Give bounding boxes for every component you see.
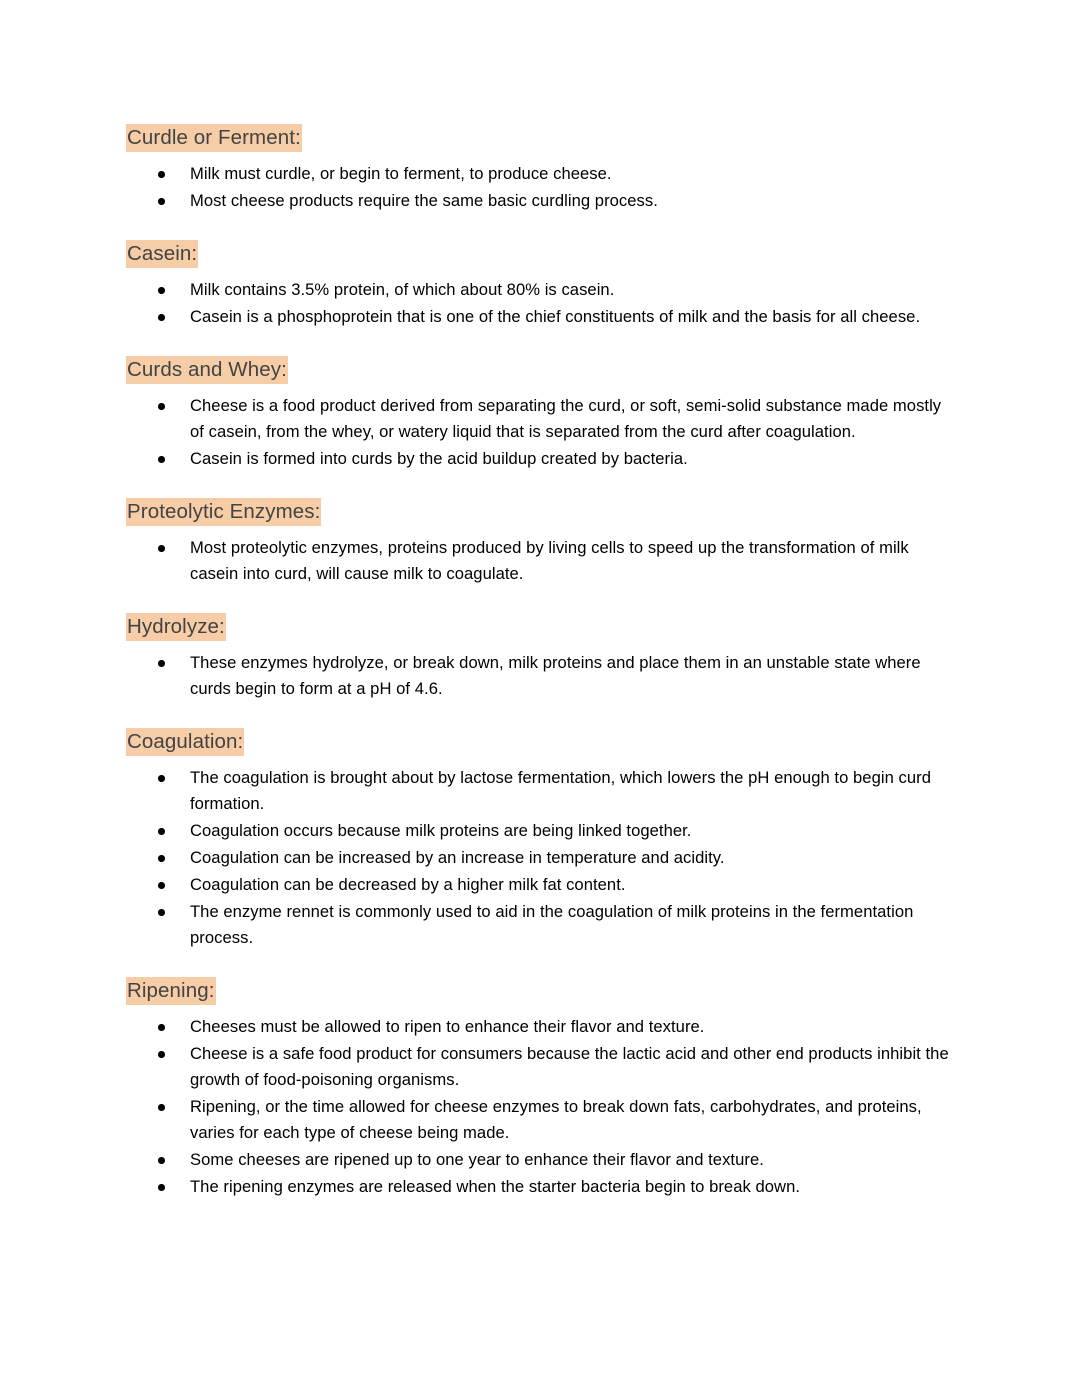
section-heading-text: Casein: [126,240,198,268]
bullet-dot-icon [158,545,165,552]
bullet-dot-icon [158,456,165,463]
bullet-list [126,161,952,214]
section-heading [126,977,952,1004]
bullet-list [126,650,952,702]
section-heading-text: Ripening: [126,977,216,1005]
section-heading-text: Curdle or Ferment: [126,124,302,152]
section-heading-text: Curds and Whey: [126,356,288,384]
list-item [126,535,952,587]
list-item [126,1014,952,1040]
list-item-text: Coagulation can be increased by an increase in temperature and acidity. [190,848,725,867]
list-item [126,188,952,214]
list-item-text: Some cheeses are ripened up to one year to enhance their flavor and texture. [190,1150,764,1169]
bullet-dot-icon [158,403,165,410]
section-heading-text: Proteolytic Enzymes: [126,498,321,526]
bullet-dot-icon [158,1157,165,1164]
list-item-text: Most cheese products require the same basic curdling process. [190,191,658,210]
list-item [126,765,952,817]
list-item [126,446,952,472]
bullet-list [126,1014,952,1200]
bullet-dot-icon [158,660,165,667]
list-item-text: Cheeses must be allowed to ripen to enhance their flavor and texture. [190,1017,705,1036]
bullet-dot-icon [158,775,165,782]
list-item-text: Casein is formed into curds by the acid buildup created by bacteria. [190,449,688,468]
note-section [126,977,952,1200]
section-heading-text: Hydrolyze: [126,613,226,641]
list-item-text: Most proteolytic enzymes, proteins produced by living cells to speed up the transformation of milk casein into curd, will cause milk to coagulate. [190,538,909,583]
list-item [126,393,952,445]
bullet-dot-icon [158,171,165,178]
bullet-dot-icon [158,1184,165,1191]
list-item-text: The coagulation is brought about by lactose fermentation, which lowers the pH enough to begin curd formation. [190,768,932,813]
list-item [126,161,952,187]
list-item-text: Cheese is a safe food product for consumers because the lactic acid and other end products inhibit the growth of food-poisoning organisms. [190,1044,949,1089]
note-section [126,240,952,330]
list-item [126,899,952,951]
list-item-text: The enzyme rennet is commonly used to aid in the coagulation of milk proteins in the fermentation process. [190,902,914,947]
section-heading [126,240,952,267]
list-item [126,845,952,871]
list-item [126,1174,952,1200]
document-body [126,124,952,1200]
list-item [126,872,952,898]
section-heading [126,124,952,151]
bullet-dot-icon [158,314,165,321]
section-heading [126,728,952,755]
list-item [126,304,952,330]
bullet-dot-icon [158,882,165,889]
note-section [126,613,952,702]
bullet-dot-icon [158,198,165,205]
list-item-text: Coagulation occurs because milk proteins are being linked together. [190,821,692,840]
list-item [126,818,952,844]
note-section [126,498,952,587]
bullet-dot-icon [158,287,165,294]
list-item [126,650,952,702]
bullet-list [126,535,952,587]
list-item-text: Milk contains 3.5% protein, of which about 80% is casein. [190,280,615,299]
bullet-list [126,765,952,951]
list-item [126,277,952,303]
section-heading-text: Coagulation: [126,728,244,756]
bullet-dot-icon [158,828,165,835]
list-item-text: These enzymes hydrolyze, or break down, milk proteins and place them in an unstable state where curds begin to form at a pH of 4.6. [190,653,921,698]
section-heading [126,613,952,640]
section-heading [126,356,952,383]
list-item-text: Milk must curdle, or begin to ferment, to produce cheese. [190,164,612,183]
bullet-dot-icon [158,909,165,916]
bullet-dot-icon [158,1104,165,1111]
list-item-text: Casein is a phosphoprotein that is one of the chief constituents of milk and the basis for all cheese. [190,307,921,326]
bullet-list [126,277,952,330]
list-item-text: Coagulation can be decreased by a higher milk fat content. [190,875,626,894]
bullet-list [126,393,952,472]
note-section [126,124,952,214]
list-item [126,1147,952,1173]
list-item [126,1094,952,1146]
list-item-text: Ripening, or the time allowed for cheese enzymes to break down fats, carbohydrates, and proteins, varies for each type of cheese being made. [190,1097,922,1142]
list-item-text: Cheese is a food product derived from separating the curd, or soft, semi-solid substance made mostly of casein, from the whey, or watery liquid that is separated from the curd after coagulation. [190,396,942,441]
section-heading [126,498,952,525]
bullet-dot-icon [158,1024,165,1031]
note-section [126,356,952,472]
list-item-text: The ripening enzymes are released when the starter bacteria begin to break down. [190,1177,801,1196]
note-section [126,728,952,951]
bullet-dot-icon [158,855,165,862]
bullet-dot-icon [158,1051,165,1058]
list-item [126,1041,952,1093]
